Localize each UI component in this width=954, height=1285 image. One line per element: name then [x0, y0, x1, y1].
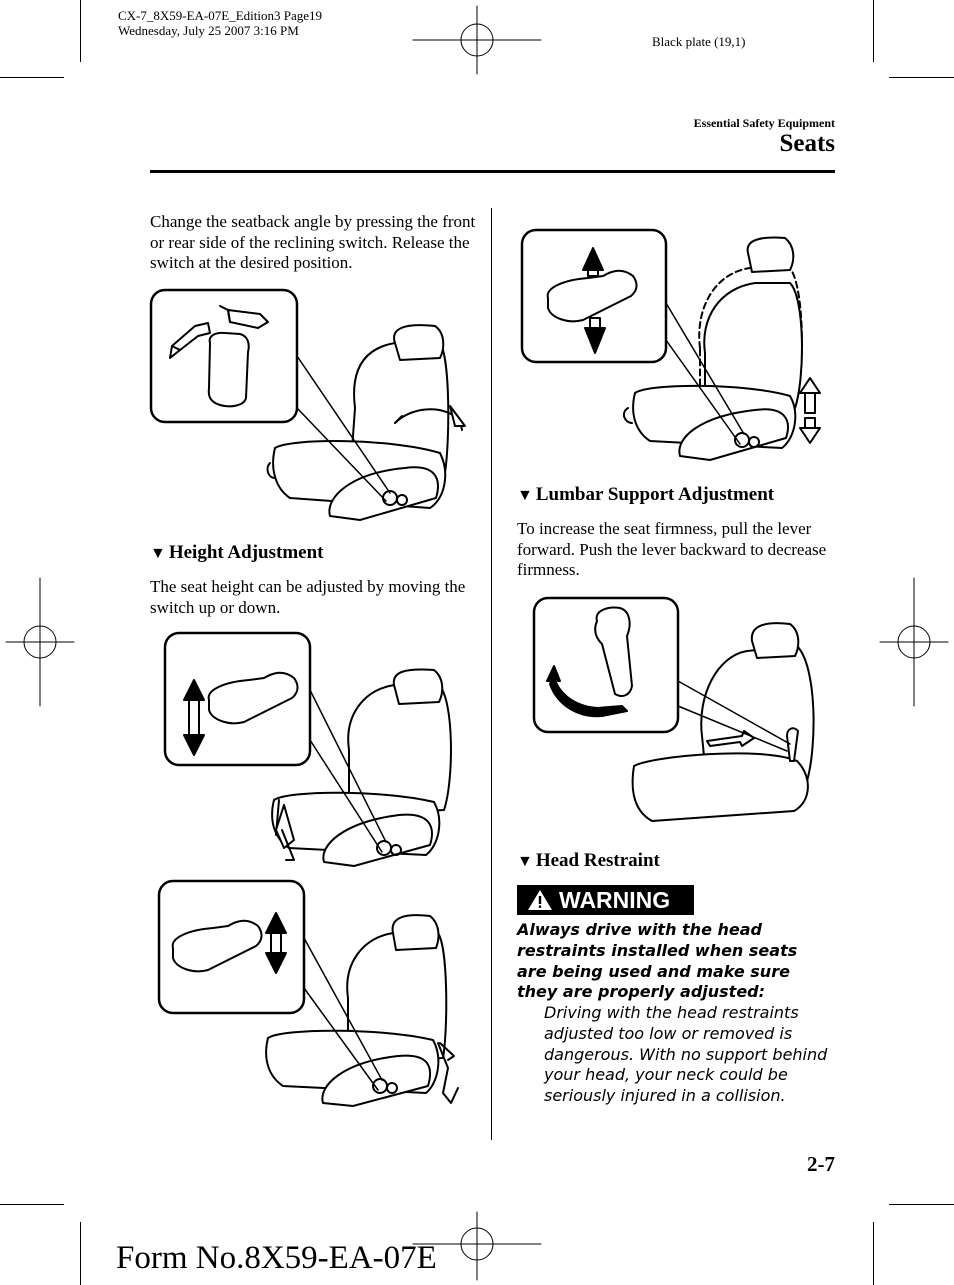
height-up-illustration	[164, 630, 474, 870]
section-title: Essential Safety Equipment	[693, 116, 835, 130]
lumbar-heading: ▼ Lumbar Support Adjustment	[517, 484, 775, 505]
height-heading: ▼ Height Adjustment	[150, 542, 324, 563]
head-restraint-height-illustration	[520, 228, 838, 468]
warning-statement: Always drive with the head restraints installed when seats are being used and make sure they are properly adjusted:	[517, 920, 798, 1002]
print-metadata	[118, 8, 322, 38]
recline-illustration	[150, 288, 480, 528]
lumbar-instructions: To increase the seat firmness, pull the lever forward. Push the lever backward to decrease firmness.	[517, 519, 827, 579]
head-restraint-heading: ▼ Head Restraint	[517, 850, 660, 871]
lumbar-illustration	[532, 596, 822, 831]
recline-instructions: Change the seatback angle by pressing the front or rear side of the reclining switch. Release the switch at the desired position.	[150, 212, 476, 272]
warning-triangle-icon	[527, 888, 553, 912]
print-date-line: Wednesday, July 25 2007 3:16 PM	[118, 23, 299, 38]
column-divider	[491, 208, 492, 1140]
height-instructions: The seat height can be adjusted by moving the switch up or down.	[150, 577, 466, 617]
warning-label: WARNING	[559, 886, 671, 913]
warning-explanation: Driving with the head restraints adjusted too low or removed is dangerous. With no support behind your head, your neck could be seriously injured in a collision.	[544, 1003, 828, 1106]
triangle-down-icon: ▼	[517, 853, 533, 870]
header-rule	[150, 170, 835, 173]
form-number: Form No.8X59-EA-07E	[116, 1240, 437, 1276]
triangle-down-icon: ▼	[517, 487, 533, 504]
triangle-down-icon: ▼	[150, 545, 166, 562]
print-file-line: CX-7_8X59-EA-07E_Edition3 Page19	[118, 8, 323, 23]
page-number: 2-7	[807, 1152, 835, 1176]
height-down-illustration	[158, 878, 473, 1113]
plate-label: Black plate (19,1)	[652, 34, 746, 49]
chapter-title: Seats	[779, 130, 835, 157]
warning-badge	[517, 885, 694, 915]
